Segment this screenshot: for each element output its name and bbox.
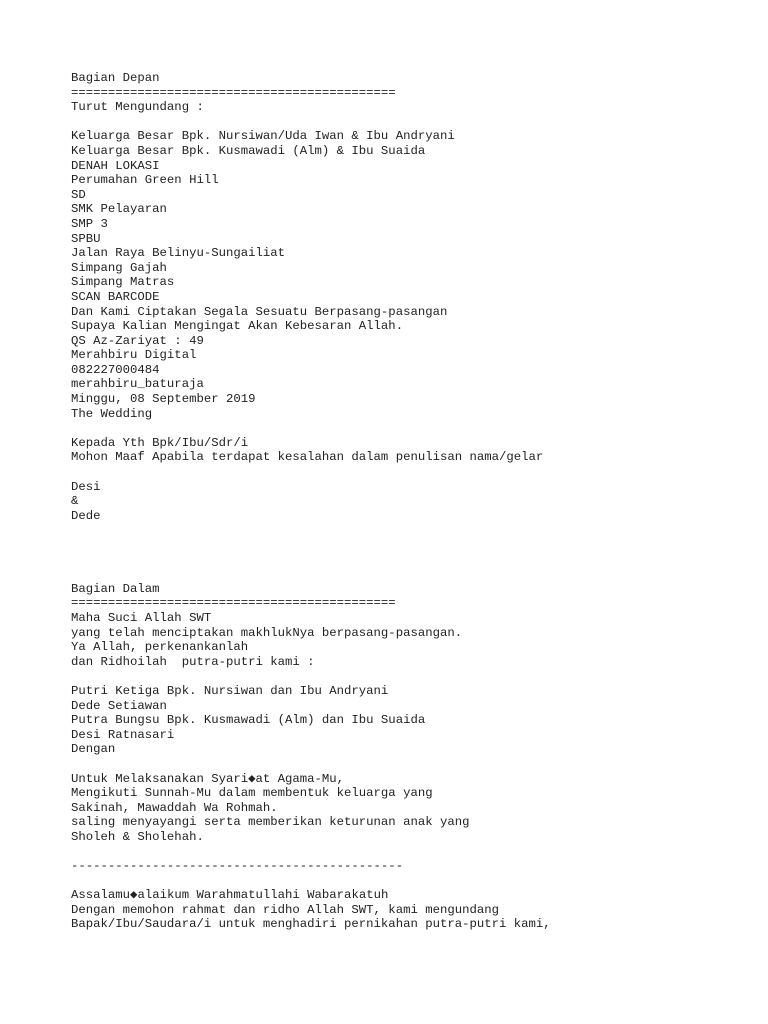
text-line: Mohon Maaf Apabila terdapat kesalahan dalam penulisan nama/gelar: [71, 450, 544, 465]
text-line: SD: [71, 187, 86, 202]
text-line: Jalan Raya Belinyu-Sungailiat: [71, 246, 286, 261]
text-line: Ya Allah, perkenankanlah: [71, 640, 249, 655]
text-line: &: [71, 494, 79, 509]
text-line: Putri Ketiga Bpk. Nursiwan dan Ibu Andryani: [71, 683, 389, 698]
text-line: Dede: [71, 508, 101, 523]
section-heading-front: Bagian Depan: [71, 71, 160, 85]
blank-line: [71, 874, 751, 889]
section-gap: [71, 523, 751, 581]
text-line: Simpang Gajah: [71, 260, 167, 275]
blank-line: [71, 669, 751, 684]
text-line: Supaya Kalian Mengingat Akan Kebesaran Allah.: [71, 319, 404, 334]
text-line: Merahbiru Digital: [71, 348, 197, 363]
section-rule-inner: ============================================: [71, 596, 396, 611]
text-line: Keluarga Besar Bpk. Nursiwan/Uda Iwan & Ibu Andryani: [71, 129, 455, 144]
text-line: Mengikuti Sunnah-Mu dalam membentuk keluarga yang: [71, 786, 433, 801]
text-line: Simpang Matras: [71, 275, 175, 290]
text-line: Desi Ratnasari: [71, 727, 175, 742]
text-line: Bapak/Ibu/Saudara/i untuk menghadiri pernikahan putra-putri kami,: [71, 917, 551, 932]
text-line: Assalamu◆alaikum Warahmatullahi Wabarakatuh: [71, 888, 389, 903]
text-line: dan Ridhoilah putra-putri kami :: [71, 654, 315, 669]
separator-line: ---------------------------------------------: [71, 859, 404, 874]
text-line: Turut Mengundang :: [71, 100, 204, 115]
blank-line: [71, 844, 751, 859]
text-line: Maha Suci Allah SWT: [71, 610, 212, 625]
text-line: The Wedding: [71, 406, 153, 421]
text-line: 082227000484: [71, 362, 160, 377]
text-line: SPBU: [71, 231, 101, 246]
text-line: saling menyayangi serta memberikan keturunan anak yang: [71, 815, 470, 830]
text-line: Minggu, 08 September 2019: [71, 392, 256, 407]
text-line: Kepada Yth Bpk/Ibu/Sdr/i: [71, 435, 249, 450]
text-line: Desi: [71, 479, 101, 494]
text-line: Keluarga Besar Bpk. Kusmawadi (Alm) & Ibu Suaida: [71, 143, 426, 158]
text-line: merahbiru_baturaja: [71, 377, 204, 392]
text-line: DENAH LOKASI: [71, 158, 160, 173]
text-line: Putra Bungsu Bpk. Kusmawadi (Alm) dan Ibu Suaida: [71, 713, 426, 728]
section-heading-inner: Bagian Dalam: [71, 581, 160, 596]
blank-line: [71, 757, 751, 772]
text-line: Untuk Melaksanakan Syari◆at Agama-Mu,: [71, 771, 345, 786]
text-line: Dede Setiawan: [71, 698, 167, 713]
blank-line: [71, 465, 751, 480]
document-body: [71, 71, 751, 932]
blank-line: [71, 115, 751, 130]
section-rule-front: ============================================: [71, 85, 396, 100]
text-line: SMP 3: [71, 216, 108, 231]
text-line: Sakinah, Mawaddah Wa Rohmah.: [71, 800, 278, 815]
text-line: yang telah menciptakan makhlukNya berpasang-pasangan.: [71, 625, 463, 640]
text-line: Dan Kami Ciptakan Segala Sesuatu Berpasang-pasangan: [71, 304, 448, 319]
text-line: Sholeh & Sholehah.: [71, 829, 204, 844]
text-line: Perumahan Green Hill: [71, 173, 219, 188]
text-line: Dengan: [71, 742, 116, 757]
text-line: SCAN BARCODE: [71, 289, 160, 304]
text-line: Dengan memohon rahmat dan ridho Allah SWT, kami mengundang: [71, 902, 500, 917]
text-line: QS Az-Zariyat : 49: [71, 333, 204, 348]
text-line: SMK Pelayaran: [71, 202, 167, 217]
blank-line: [71, 421, 751, 436]
